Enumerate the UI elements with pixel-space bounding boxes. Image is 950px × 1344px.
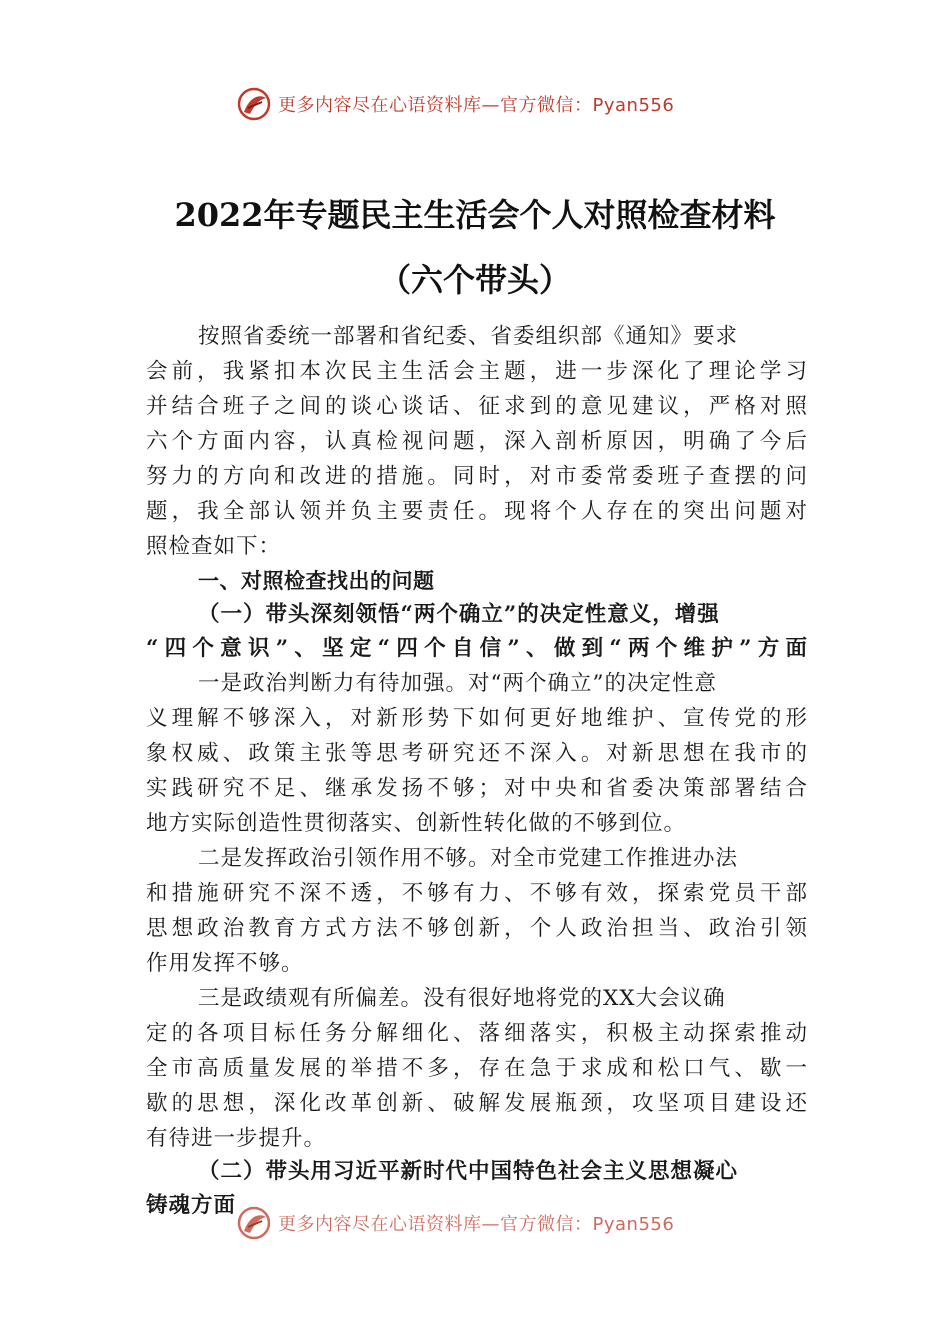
- section-heading: 一、对照检查找出的问题: [198, 569, 435, 593]
- watermark-banner-bottom: [236, 1203, 756, 1243]
- paragraph-line: 作用发挥不够。: [146, 951, 304, 976]
- watermark-banner-top: [236, 84, 756, 124]
- document-title: 2022年专题民主生活会个人对照检查材料: [174, 196, 776, 234]
- paragraph-line: 地方实际创造性贯彻落实、创新性转化做的不够到位。: [146, 811, 687, 836]
- logo-icon: [236, 86, 272, 122]
- logo-icon: [236, 1205, 272, 1241]
- subsection-heading: （二）带头用习近平新时代中国特色社会主义思想凝心: [198, 1159, 739, 1184]
- paragraph-line: 一是政治判断力有待加强。对“两个确立”的决定性意: [198, 671, 717, 696]
- subsection-heading: 铸魂方面: [146, 1193, 237, 1218]
- paragraph-line: 努力的方向和改进的措施。同时，对市委常委班子查摆的问: [146, 464, 808, 489]
- paragraph-line: 全市高质量发展的举措不多，存在急于求成和松口气、歇一: [146, 1056, 808, 1081]
- paragraph-line: 照检查如下：: [146, 534, 282, 559]
- watermark-text: 更多内容尽在心语资料库—官方微信：Pyan556: [278, 95, 675, 116]
- paragraph-line: 定的各项目标任务分解细化、落细落实，积极主动探索推动: [146, 1021, 808, 1046]
- paragraph-line: 三是政绩观有所偏差。没有很好地将党的XX大会议确: [198, 986, 726, 1011]
- document-subtitle: （六个带头）: [378, 261, 571, 299]
- paragraph-line: 实践研究不足、继承发扬不够；对中央和省委决策部署结合: [146, 776, 808, 801]
- paragraph-line: 象权威、政策主张等思考研究还不深入。对新思想在我市的: [146, 741, 808, 766]
- paragraph-line: 二是发挥政治引领作用不够。对全市党建工作推进办法: [198, 846, 739, 871]
- paragraph-line: 思想政治教育方式方法不够创新，个人政治担当、政治引领: [146, 916, 808, 941]
- paragraph-line: 义理解不够深入，对新形势下如何更好地维护、宣传党的形: [146, 706, 808, 731]
- paragraph-line: 题，我全部认领并负主要责任。现将个人存在的突出问题对: [146, 499, 808, 524]
- watermark-text: 更多内容尽在心语资料库—官方微信：Pyan556: [278, 1214, 675, 1235]
- subsection-heading: “四个意识”、坚定“四个自信”、做到“两个维护”方面: [146, 636, 808, 661]
- paragraph-line: 会前，我紧扣本次民主生活会主题，进一步深化了理论学习: [146, 359, 808, 384]
- paragraph-line: 歇的思想，深化改革创新、破解发展瓶颈，攻坚项目建设还: [146, 1091, 808, 1116]
- paragraph-line: 并结合班子之间的谈心谈话、征求到的意见建议，严格对照: [146, 394, 808, 419]
- paragraph-line: 和措施研究不深不透，不够有力、不够有效，探索党员干部: [146, 881, 808, 906]
- subsection-heading: （一）带头深刻领悟“两个确立”的决定性意义，增强: [198, 602, 720, 627]
- paragraph-line: 六个方面内容，认真检视问题，深入剖析原因，明确了今后: [146, 429, 808, 454]
- paragraph-line: 有待进一步提升。: [146, 1126, 327, 1151]
- paragraph-line: 按照省委统一部署和省纪委、省委组织部《通知》要求: [198, 324, 739, 349]
